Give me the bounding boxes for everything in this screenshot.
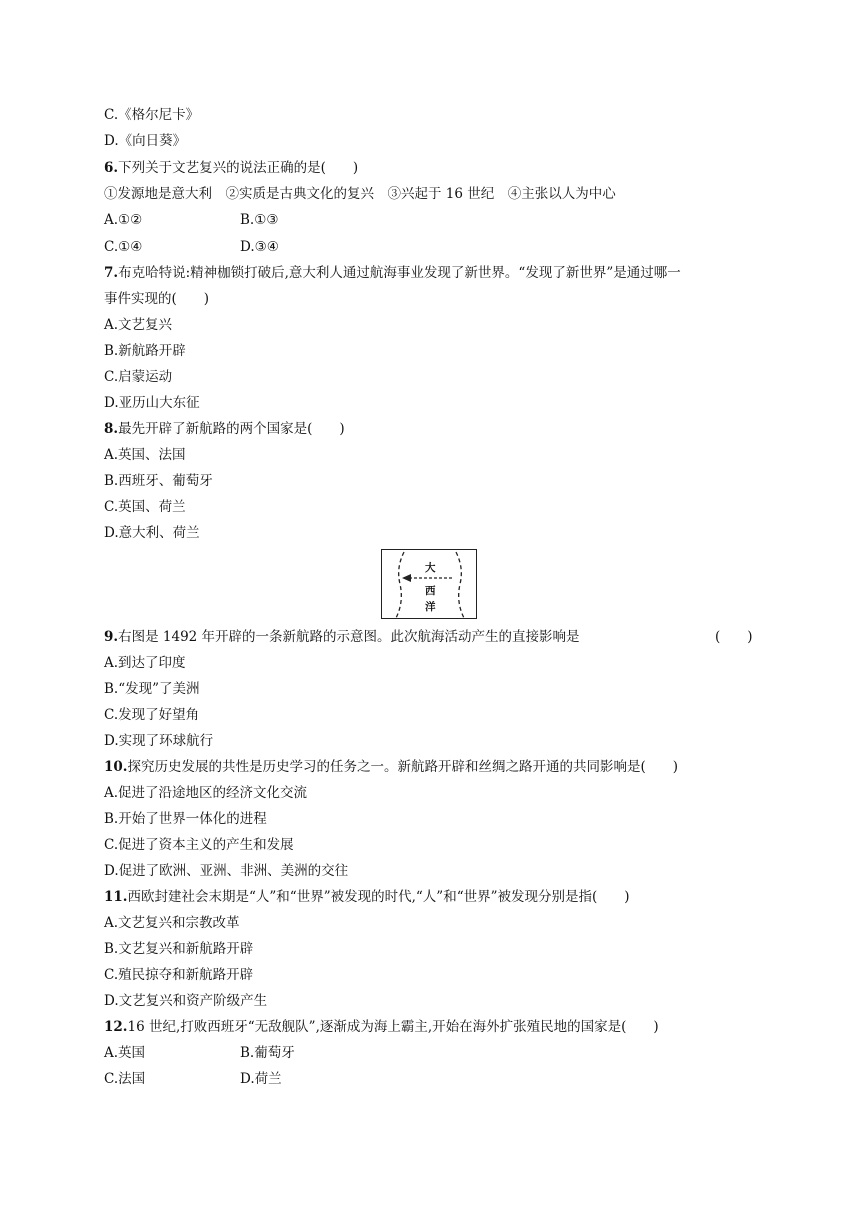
america-coast-dashed — [396, 552, 404, 618]
q12-option-b: B.葡萄牙 — [240, 1045, 295, 1061]
q7-option-d: D.亚历山大东征 — [104, 395, 200, 411]
q10-option-b: B.开始了世界一体化的进程 — [104, 811, 267, 827]
ocean-label-xi: 西 — [425, 585, 436, 597]
q7-option-c: C.启蒙运动 — [104, 369, 173, 385]
q9-answer-paren: ( ) — [715, 629, 753, 645]
q7-option-a: A.文艺复兴 — [104, 317, 173, 333]
q8-option-a: A.英国、法国 — [104, 447, 186, 463]
q11-number: 11. — [104, 889, 128, 905]
q12-option-a: A.英国 — [104, 1045, 146, 1061]
europe-africa-coast-dashed — [456, 552, 464, 618]
q7-stem-text: 布克哈特说:精神枷锁打破后,意大利人通过航海事业发现了新世界。“发现了新世界”是通过哪一 — [118, 265, 681, 281]
q12-row-cd — [104, 1068, 282, 1090]
q9-option-a: A.到达了印度 — [104, 655, 186, 671]
q10-option-c: C.促进了资本主义的产生和发展 — [104, 837, 294, 853]
q6-row-cd — [104, 236, 279, 258]
q6-option-a: A.①② — [104, 212, 143, 228]
q6-option-d: D.③④ — [240, 239, 279, 255]
q8-option-b: B.西班牙、葡萄牙 — [104, 473, 213, 489]
q11-option-c: C.殖民掠夺和新航路开辟 — [104, 967, 254, 983]
q11-stem — [104, 886, 630, 908]
q6-row-ab — [104, 209, 279, 231]
q10-number: 10. — [104, 759, 128, 775]
ocean-label-yang: 洋 — [425, 601, 436, 613]
q9-number: 9. — [104, 629, 119, 645]
atlantic-route-diagram — [381, 549, 477, 619]
q6-number: 6. — [104, 160, 119, 176]
q11-stem-text: 西欧封建社会末期是“人”和“世界”被发现的时代,“人”和“世界”被发现分别是指( ) — [127, 889, 630, 905]
q8-stem — [104, 418, 345, 440]
q10-stem-text: 探究历史发展的共性是历史学习的任务之一。新航路开辟和丝绸之路开通的共同影响是( ) — [127, 759, 679, 775]
q10-stem — [104, 756, 678, 778]
q7-stem-line2: 事件实现的( ) — [104, 291, 210, 307]
q12-number: 12. — [104, 1019, 128, 1035]
q10-option-d: D.促进了欧洲、亚洲、非洲、美洲的交往 — [104, 863, 349, 879]
q10-option-a: A.促进了沿途地区的经济文化交流 — [104, 785, 308, 801]
q8-option-c: C.英国、荷兰 — [104, 499, 186, 515]
q9-option-d: D.实现了环球航行 — [104, 733, 214, 749]
q9-option-c: C.发现了好望角 — [104, 707, 200, 723]
q8-stem-text: 最先开辟了新航路的两个国家是( ) — [118, 421, 345, 437]
route-arrow-head — [402, 574, 411, 582]
ocean-label-da: 大 — [425, 562, 436, 574]
q9-stem — [104, 626, 764, 648]
q12-stem — [104, 1016, 659, 1038]
q5-option-d: D.《向日葵》 — [104, 133, 187, 149]
q6-stem-text: 下列关于文艺复兴的说法正确的是( ) — [118, 160, 359, 176]
q6-stem — [104, 157, 358, 179]
q11-option-d: D.文艺复兴和资产阶级产生 — [104, 993, 268, 1009]
q11-option-b: B.文艺复兴和新航路开辟 — [104, 941, 254, 957]
q8-option-d: D.意大利、荷兰 — [104, 525, 200, 541]
q12-option-d: D.荷兰 — [240, 1071, 282, 1087]
q9-stem-text: 右图是 1492 年开辟的一条新航路的示意图。此次航海活动产生的直接影响是 — [118, 629, 580, 645]
q7-stem-line1 — [104, 262, 681, 284]
q9-option-b: B.“发现”了美洲 — [104, 681, 200, 697]
q7-option-b: B.新航路开辟 — [104, 343, 186, 359]
q12-stem-text: 16 世纪,打败西班牙“无敌舰队”,逐渐成为海上霸主,开始在海外扩张殖民地的国家是( ) — [127, 1019, 659, 1035]
q5-option-c: C.《格尔尼卡》 — [104, 107, 200, 123]
q7-number: 7. — [104, 265, 119, 281]
q11-option-a: A.文艺复兴和宗教改革 — [104, 915, 240, 931]
q6-statements: ①发源地是意大利 ②实质是古典文化的复兴 ③兴起于 16 世纪 ④主张以人为中心 — [104, 186, 616, 202]
q6-option-b: B.①③ — [240, 212, 279, 228]
q12-option-c: C.法国 — [104, 1071, 146, 1087]
q12-row-ab — [104, 1042, 295, 1064]
q6-option-c: C.①④ — [104, 239, 143, 255]
q8-number: 8. — [104, 421, 119, 437]
